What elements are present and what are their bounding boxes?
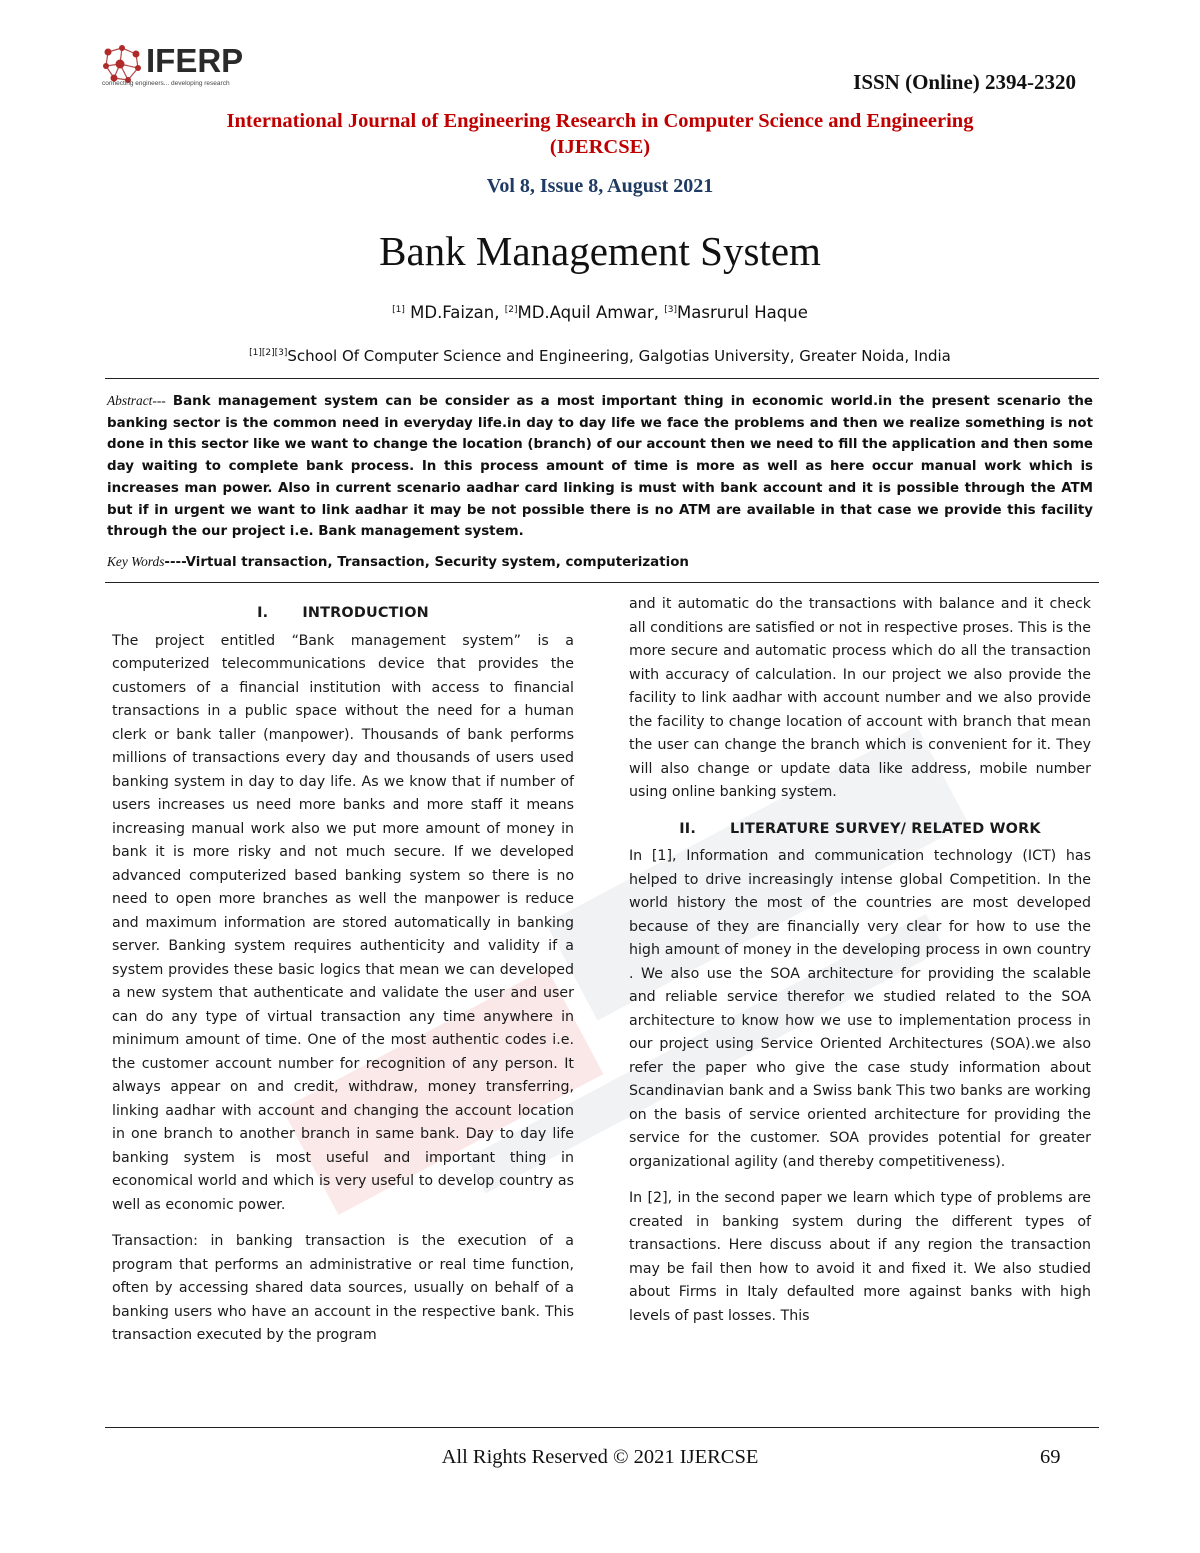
right-column xyxy=(629,593,1091,1328)
affiliation-mark: [1][2][3] xyxy=(249,348,288,358)
affiliation-text: School Of Computer Science and Engineering, Galgotias University, Greater Noida, India xyxy=(287,347,951,365)
abstract xyxy=(107,390,1093,543)
section-title: INTRODUCTION xyxy=(302,605,429,621)
issn-label: ISSN (Online) 2394-2320 xyxy=(853,70,1076,94)
introduction-paragraph-2: Transaction: in banking transaction is the execution of a program that performs an administrative or real time function, often by accessing shared data sources, usually on behalf of a banking users who have an account in the respective bank. This transaction executed by the program xyxy=(112,1233,574,1343)
literature-paragraph-1: In [1], Information and communication technology (ICT) has helped to drive increasingly intense global Competition. In the world history the most of the countries are most developed because of they are financially very clear for how to use the high amount of money in the developing process in own country . We also use the SOA architecture for providing the scalable and reliable service therefor we studied related to the SOA architecture to know how we use to implementation process in our project using Service Oriented Architectures (SOA).we also refer the paper who give the case study information about Scandinavian bank and a Swiss bank This two banks are working on the basis of service oriented architecture for providing the service for the customer. SOA provides potential for greater organizational agility (and thereby competitiveness). xyxy=(629,848,1091,1170)
journal-abbreviation: (IJERCSE) xyxy=(549,136,651,158)
author-mark: [3] xyxy=(664,305,677,315)
logo-tagline: connecting engineers... developing research xyxy=(102,80,230,87)
author-name: MD.Faizan, xyxy=(410,303,500,322)
author-mark: [1] xyxy=(392,305,405,315)
author-name: Masrurul Haque xyxy=(677,303,808,322)
iferp-logo xyxy=(100,42,270,92)
keywords xyxy=(107,554,1093,570)
section-heading-literature-survey xyxy=(629,818,1091,842)
literature-paragraph-2: In [2], in the second paper we learn which type of problems are created in banking system during the different types of transactions. Here discuss about if any region the transaction may be fail then how to avoid it and fixed it. We also studied about Firms in Italy defaulted more against banks with high levels of past losses. This xyxy=(629,1190,1091,1324)
section-heading-introduction xyxy=(112,602,574,626)
abstract-label: Abstract--- xyxy=(107,393,166,408)
author-name: MD.Aquil Amwar, xyxy=(517,303,659,322)
logo-name: IFERP xyxy=(146,42,244,79)
divider-top xyxy=(105,378,1099,379)
author-list xyxy=(100,303,1100,322)
introduction-continued: and it automatic do the transactions with balance and it check all conditions are satisfied or not in respective proses. This is the more secure and automatic process which do all the transaction with accuracy of calculation. In our project we also provide the facility to link aadhar with account number and we also provide the facility to change location of account with branch that mean the user can change the branch which is convenient for it. They will also change or update data like address, mobile number using online banking system. xyxy=(629,596,1091,800)
journal-name-line1: International Journal of Engineering Research in Computer Science and Engineering xyxy=(226,110,974,132)
section-number: II. xyxy=(679,820,697,837)
section-number: I. xyxy=(257,605,269,621)
footer-rights: All Rights Reserved © 2021 IJERCSE xyxy=(441,1446,759,1468)
journal-name xyxy=(100,108,1100,160)
section-title: LITERATURE SURVEY/ RELATED WORK xyxy=(730,820,1041,837)
divider-footer xyxy=(105,1427,1099,1428)
paper-title: Bank Management System xyxy=(379,228,821,274)
left-column xyxy=(112,602,574,1348)
volume-issue: Vol 8, Issue 8, August 2021 xyxy=(486,175,714,197)
page-number: 69 xyxy=(1040,1446,1061,1468)
keywords-text: ----Virtual transaction, Transaction, Security system, computerization xyxy=(164,555,689,570)
affiliation xyxy=(100,347,1100,365)
divider-keywords xyxy=(105,582,1099,583)
introduction-paragraph-1: The project entitled “Bank management system” is a computerized telecommunications device that provides the customers of a financial institution with access to financial transactions in a public space without the need for a human clerk or bank taller (manpower). Thousands of bank performs millions of transactions every day and thousands of users used banking system in day to day life. As we know that if number of users increases us need more banks and more staff it means increasing manual work also we put more amount of money in bank it is more risky and not much secure. If we developed advanced computerized based banking system so there is no need to open more branches as well the manpower is reduce and maximum information are stored automatically in banking server. Banking system requires authenticity and validity if a system provides these basic logics that mean we can developed a new system that authenticate and validate the user and user can do any type of virtual transaction any time anywhere in minimum amount of time. One of the most authentic codes i.e. the customer account number for recognition of any person. It always appear on and credit, withdraw, money transferring, linking aadhar with account and changing the account location in one branch to another branch in same bank. Day to day life banking system is most useful and important thing in economical world and which is very useful to develop country as well as economic power. xyxy=(112,632,574,1213)
author-mark: [2] xyxy=(504,305,518,315)
keywords-label: Key Words xyxy=(107,554,165,569)
abstract-text: Bank management system can be consider as a most important thing in economic world.in the present scenario the banking sector is the common need in everyday life.in day to day life we face the problems and then we realize something is not done in this sector like we want to change the location (branch) of our account then we need to fill the application and then some day waiting to complete bank process. In this process amount of time is more as well as here occur manual work which is increases man power. Also in current scenario aadhar card linking is must with bank account and it is possible through the ATM but if in urgent we want to link aadhar it may be not possible there is no ATM are available in that case we provide this facility through the our project i.e. Bank management system. xyxy=(107,394,1093,540)
